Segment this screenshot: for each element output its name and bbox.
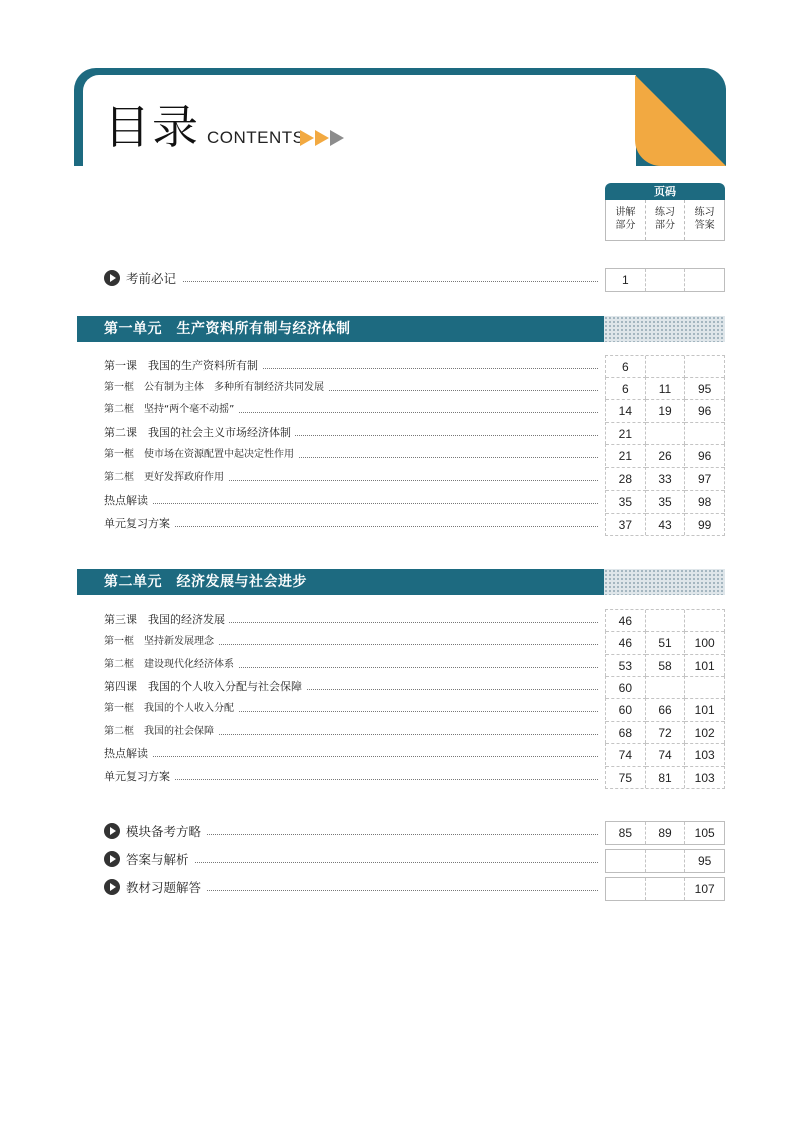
entry-label: 考前必记 [126,270,182,288]
entry-label: 第二框 建设现代化经济体系 [104,657,238,673]
entry-label: 第四课 我国的个人收入分配与社会保障 [104,679,306,695]
page-cells [605,609,725,632]
page-cells [605,377,725,399]
page-answers [685,422,724,444]
entry-label: 第一课 我国的生产资料所有制 [104,358,262,374]
page-lecture: 6 [606,356,646,378]
toc-entry[interactable] [104,444,604,466]
entry-label: 第一框 使市场在资源配置中起决定性作用 [104,447,298,463]
page-lecture: 1 [606,269,646,291]
page-answers: 100 [685,631,724,653]
leader-dots [104,503,598,504]
page-lecture: 35 [606,490,646,512]
entry-label: 第二框 坚持“两个毫不动摇” [104,402,238,418]
page-lecture: 46 [606,610,646,632]
page-lecture: 74 [606,743,646,765]
entry-label: 第一框 坚持新发展理念 [104,634,218,650]
dot-pattern [604,316,725,342]
page-lecture: 28 [606,467,646,489]
legend-col-lecture: 讲解部分 [606,200,646,240]
page-cells [605,877,725,901]
page-lecture: 68 [606,721,646,743]
page-practice [646,676,686,698]
page-cells [605,399,725,421]
play-circle-icon [104,270,120,286]
unit-title: 第一单元 生产资料所有制与经济体制 [104,321,351,337]
page-lecture: 85 [606,822,646,844]
page-cells [605,721,725,743]
toc-entry-appendix[interactable] [126,849,604,871]
page-cells [605,513,725,536]
toc-entry[interactable] [104,377,604,399]
page-lecture: 21 [606,444,646,466]
page-practice: 58 [646,654,686,676]
entry-label: 第一框 我国的个人收入分配 [104,701,238,717]
page-cells [605,766,725,789]
page-practice [646,356,686,378]
leader-dots [104,526,598,527]
toc-entry-appendix[interactable] [126,821,604,843]
entry-label: 模块备考方略 [126,823,207,841]
page-lecture: 60 [606,676,646,698]
page-practice [646,610,686,632]
toc-entry-appendix[interactable] [126,877,604,899]
toc-entry[interactable] [104,513,604,535]
page-practice: 26 [646,444,686,466]
entry-label: 第二框 我国的社会保障 [104,724,218,740]
play-circle-icon [104,823,120,839]
page-lecture: 6 [606,377,646,399]
page-lecture: 60 [606,698,646,720]
page-practice: 81 [646,766,686,788]
entry-label: 第二框 更好发挥政府作用 [104,470,228,486]
page-practice: 33 [646,467,686,489]
page-answers [685,269,724,291]
toc-entry-intro[interactable] [126,268,604,290]
page-answers: 96 [685,444,724,466]
leader-dots [104,756,598,757]
toc-entry[interactable] [104,743,604,765]
page-answers: 107 [694,882,715,896]
entry-label: 第二课 我国的社会主义市场经济体制 [104,425,295,441]
page-cells [605,849,725,873]
page-practice [646,269,686,291]
page-practice: 51 [646,631,686,653]
page-cells [605,422,725,444]
entry-label: 单元复习方案 [104,769,174,785]
toc-entry[interactable] [104,355,604,377]
entry-label: 热点解读 [104,493,152,509]
page-cells [605,490,725,512]
page-answers: 97 [685,467,724,489]
page-lecture [606,850,646,872]
page-answers: 99 [685,513,724,535]
page-lecture: 75 [606,766,646,788]
page-practice [646,850,686,872]
page-cells [605,698,725,720]
page-lecture: 53 [606,654,646,676]
toc-entry[interactable] [104,721,604,743]
page-practice [646,422,686,444]
page-answers: 105 [694,826,715,840]
toc-entry[interactable] [104,766,604,788]
entry-label: 单元复习方案 [104,516,174,532]
page-lecture: 21 [606,422,646,444]
page-cells [605,743,725,765]
page-practice: 74 [646,743,686,765]
play-circle-icon [104,851,120,867]
toc-entry[interactable] [104,698,604,720]
unit-banner-1 [77,316,725,342]
page-lecture [606,878,646,900]
toc-entry[interactable] [104,676,604,698]
page-subtitle: CONTENTS [207,128,305,147]
play-circle-icon [104,879,120,895]
toc-entry[interactable] [104,490,604,512]
entry-label: 答案与解析 [126,851,195,869]
unit-title: 第二单元 经济发展与社会进步 [104,574,307,590]
unit-banner-2 [77,569,725,595]
page-cells [605,821,725,845]
page-answers: 98 [685,490,724,512]
page-cells [605,355,725,378]
page-answers [685,676,724,698]
page-answers: 96 [685,399,724,421]
page-practice: 35 [646,490,686,512]
toc-entry[interactable] [104,631,604,653]
entry-label: 第三课 我国的经济发展 [104,612,229,628]
page-practice: 43 [646,513,686,535]
entry-label: 第一框 公有制为主体 多种所有制经济共同发展 [104,380,328,396]
leader-dots [126,862,598,863]
page-answers: 103 [685,766,724,788]
toc-entry[interactable] [104,654,604,676]
page-answers [685,356,724,378]
page-cells [605,676,725,698]
toc-entry[interactable] [104,467,604,489]
page-answers: 95 [698,854,712,868]
page-practice: 89 [646,822,686,844]
legend-col-practice: 练习部分 [646,200,686,240]
page-lecture: 14 [606,399,646,421]
page-lecture: 46 [606,631,646,653]
toc-entry[interactable] [104,399,604,421]
page-answers: 102 [685,721,724,743]
page-practice: 19 [646,399,686,421]
entry-label: 教材习题解答 [126,879,207,897]
page-practice: 11 [646,377,686,399]
legend-col-answers: 练习答案 [694,207,715,231]
page-practice: 66 [646,698,686,720]
page-practice [646,878,686,900]
entry-label: 热点解读 [104,746,152,762]
page-cells [605,268,725,292]
page-answers: 95 [685,377,724,399]
page-cells [605,467,725,489]
page-answers: 101 [685,698,724,720]
leader-dots [126,281,598,282]
triple-arrow-icon [300,130,345,146]
legend-title: 页码 [605,183,725,200]
leader-dots [104,779,598,780]
contents-header [74,68,726,166]
toc-entry[interactable] [104,422,604,444]
page-cells [605,631,725,653]
page-answers: 103 [685,743,724,765]
dot-pattern [604,569,725,595]
page-lecture: 37 [606,513,646,535]
page-number-legend [605,183,725,241]
page-title: 目录 [104,100,200,154]
page-answers: 101 [685,654,724,676]
page-cells [605,444,725,466]
page-practice: 72 [646,721,686,743]
page-answers [685,610,724,632]
page-cells [605,654,725,676]
toc-entry[interactable] [104,609,604,631]
